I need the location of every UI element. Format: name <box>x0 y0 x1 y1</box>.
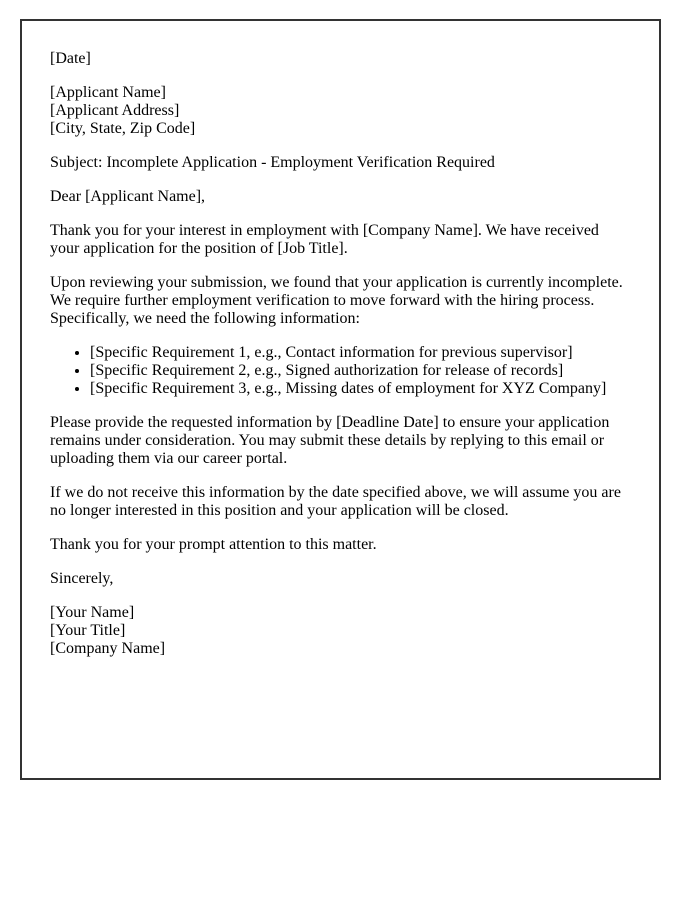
salutation: Dear [Applicant Name], <box>50 188 206 205</box>
requirement-item: • [Specific Requirement 3, e.g., Missing dates of employment for XYZ Company] <box>90 380 632 398</box>
paragraph-closure-warning: If we do not receive this information by the date specified above, we will assume you are no longer interested in this position and your application will be closed. <box>50 484 621 519</box>
subject-line: Subject: Incomplete Application - Employment Verification Required <box>50 154 495 171</box>
signature-title: [Your Title] <box>50 622 126 639</box>
paragraph-intro: Thank you for your interest in employment with [Company Name]. We have received your application for the position of [Job Title]. <box>50 222 599 257</box>
signature-block <box>50 604 632 658</box>
signature-name: [Your Name] <box>50 604 135 621</box>
requirement-item: • [Specific Requirement 1, e.g., Contact information for previous supervisor] <box>90 344 632 362</box>
closing: Sincerely, <box>50 570 114 587</box>
date-placeholder: [Date] <box>50 50 91 67</box>
recipient-address-block <box>50 84 632 138</box>
recipient-address: [Applicant Address] <box>50 102 180 119</box>
signature-company: [Company Name] <box>50 640 166 657</box>
requirements-list <box>50 344 632 398</box>
requirement-item: • [Specific Requirement 2, e.g., Signed authorization for release of records] <box>90 362 632 380</box>
paragraph-deadline-instructions: Please provide the requested information by [Deadline Date] to ensure your application remains under consideration. You may submit these details by replying to this email or uploading them via our career portal. <box>50 414 610 467</box>
paragraph-thanks: Thank you for your prompt attention to this matter. <box>50 536 377 553</box>
recipient-city-state-zip: [City, State, Zip Code] <box>50 120 196 137</box>
recipient-name: [Applicant Name] <box>50 84 166 101</box>
letter-document <box>20 19 661 780</box>
paragraph-incomplete-notice: Upon reviewing your submission, we found that your application is currently incomplete. We require further employment verification to move forward with the hiring process. Specifically, we need the following information: <box>50 274 623 327</box>
